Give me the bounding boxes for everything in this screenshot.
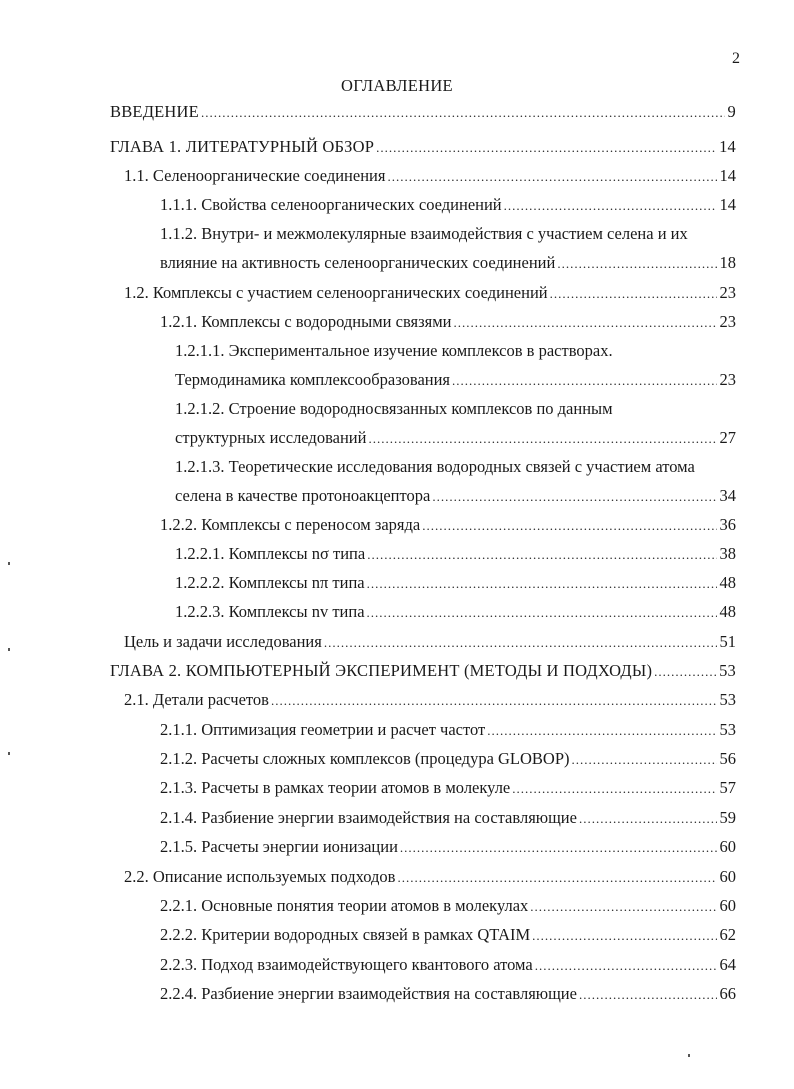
toc-entry-1-2-2-3	[175, 602, 736, 623]
leader-dots	[367, 545, 716, 565]
toc-entry-page: 23	[719, 312, 736, 331]
toc-entry-page: 27	[719, 428, 736, 447]
toc-entry-chapter-1	[110, 137, 736, 158]
toc-entry-page: 60	[719, 837, 736, 856]
toc-entry-1-2-1-3-line1	[175, 457, 695, 477]
leader-dots	[324, 633, 717, 653]
leader-dots	[579, 985, 717, 1005]
toc-entry-page: 48	[719, 573, 736, 592]
toc-entry-page: 57	[719, 778, 736, 797]
toc-entry-page: 59	[719, 808, 736, 827]
toc-entry-text: Цель и задачи исследования	[124, 632, 322, 651]
toc-entry-1-2-1-3-line2	[175, 486, 736, 507]
toc-entry-1-2	[124, 283, 736, 304]
toc-entry-text: 1.2.2.2. Комплексы nπ типа	[175, 573, 365, 592]
toc-entry-text: 1.1.1. Свойства селеноорганических соединений	[160, 195, 502, 214]
toc-entry-text: 1.2.1.2. Строение водородносвязанных комплексов по данным	[175, 399, 613, 418]
leader-dots	[579, 809, 717, 829]
leader-dots	[368, 429, 716, 449]
toc-entry-1-2-2-2	[175, 573, 736, 594]
leader-dots	[271, 691, 717, 711]
toc-entry-1-2-1-2-line2	[175, 428, 736, 449]
leader-dots	[432, 487, 716, 507]
toc-entry-1-2-1-1-line1	[175, 341, 613, 361]
toc-entry-2-2-3	[160, 955, 736, 976]
toc-entry-text: влияние на активность селеноорганических соединений	[160, 253, 556, 272]
toc-entry-1-1-1	[160, 195, 736, 216]
toc-entry-chapter-2	[110, 661, 736, 682]
toc-entry-page: 34	[719, 486, 736, 505]
leader-dots	[387, 167, 716, 187]
toc-entry-text: ГЛАВА 2. КОМПЬЮТЕРНЫЙ ЭКСПЕРИМЕНТ (МЕТОДЫ И ПОДХОДЫ)	[110, 661, 653, 680]
toc-entry-1-1-2-line2	[160, 253, 736, 274]
toc-title: ОГЛАВЛЕНИЕ	[341, 76, 453, 95]
toc-entry-2-1-2	[160, 749, 736, 770]
toc-entry-text: 2.1.3. Расчеты в рамках теории атомов в молекуле	[160, 778, 511, 797]
leader-dots	[512, 779, 716, 799]
toc-entry-text: 1.1. Селеноорганические соединения	[124, 166, 386, 185]
toc-entry-1-2-2	[160, 515, 736, 536]
leader-dots	[400, 838, 717, 858]
toc-entry-page: 62	[719, 925, 736, 944]
toc-entry-page: 14	[719, 137, 736, 156]
toc-entry-page: 60	[719, 867, 736, 886]
leader-dots	[367, 574, 717, 594]
scan-speck	[8, 752, 10, 755]
leader-dots	[397, 868, 716, 888]
toc-entry-text: 1.2.2.3. Комплексы nv типа	[175, 602, 365, 621]
toc-entry-1-2-1	[160, 312, 736, 333]
toc-entry-page: 38	[719, 544, 736, 563]
toc-entry-text: Термодинамика комплексообразования	[175, 370, 451, 389]
toc-entry-page: 23	[719, 283, 736, 302]
toc-entry-2-1-3	[160, 778, 736, 799]
toc-entry-text: 2.2.1. Основные понятия теории атомов в молекулах	[160, 896, 529, 915]
toc-entry-2-1-1	[160, 720, 736, 741]
toc-entry-page: 23	[719, 370, 736, 389]
leader-dots	[654, 662, 716, 682]
toc-entry-text: 2.2. Описание используемых подходов	[124, 867, 396, 886]
toc-entry-text: 2.2.4. Разбиение энергии взаимодействия на составляющие	[160, 984, 577, 1003]
toc-entry-2-2-2	[160, 925, 736, 946]
leader-dots	[535, 956, 717, 976]
toc-entry-page: 14	[719, 166, 736, 185]
scan-speck	[8, 562, 10, 565]
leader-dots	[376, 138, 716, 158]
leader-dots	[452, 371, 716, 391]
toc-entry-text: 2.1.4. Разбиение энергии взаимодействия на составляющие	[160, 808, 577, 827]
toc-entry-text: селена в качестве протоноакцептора	[175, 486, 431, 505]
toc-entry-2-2-1	[160, 896, 736, 917]
toc-entry-2-2-4	[160, 984, 736, 1005]
toc-entry-text: 1.1.2. Внутри- и межмолекулярные взаимодействия с участием селена и их	[160, 224, 688, 243]
toc-entry-text: 2.1. Детали расчетов	[124, 690, 269, 709]
leader-dots	[572, 750, 717, 770]
toc-entry-text: 1.2.1.1. Экспериментальное изучение комплексов в растворах.	[175, 341, 613, 360]
leader-dots	[422, 516, 716, 536]
toc-entry-2-2	[124, 867, 736, 888]
toc-entry-text: ГЛАВА 1. ЛИТЕРАТУРНЫЙ ОБЗОР	[110, 137, 375, 156]
toc-entry-2-1	[124, 690, 736, 711]
toc-entry-text: 2.2.2. Критерии водородных связей в рамках QTAIM	[160, 925, 531, 944]
toc-entry-page: 48	[719, 602, 736, 621]
toc-entry-text: 1.2.1. Комплексы с водородными связями	[160, 312, 452, 331]
toc-entry-goals	[124, 632, 736, 653]
toc-entry-page: 53	[719, 661, 736, 680]
scan-speck	[8, 648, 10, 651]
toc-entry-page: 56	[719, 749, 736, 768]
toc-entry-text: 1.2.1.3. Теоретические исследования водородных связей с участием атома	[175, 457, 695, 476]
toc-entry-1-2-2-1	[175, 544, 736, 565]
toc-entry-2-1-4	[160, 808, 736, 829]
leader-dots	[453, 313, 716, 333]
toc-entry-page: 51	[719, 632, 736, 651]
leader-dots	[530, 897, 716, 917]
leader-dots	[367, 603, 717, 623]
toc-entry-page: 53	[719, 720, 736, 739]
toc-entry-text: 1.2.2.1. Комплексы nσ типа	[175, 544, 366, 563]
toc-entry-text: 2.1.2. Расчеты сложных комплексов (процедура GLOBOP)	[160, 749, 570, 768]
toc-entry-2-1-5	[160, 837, 736, 858]
toc-entry-page: 18	[719, 253, 736, 272]
toc-entry-page: 66	[719, 984, 736, 1003]
leader-dots	[550, 284, 717, 304]
leader-dots	[201, 103, 725, 123]
toc-entry-1-1	[124, 166, 736, 187]
toc-entry-page: 64	[719, 955, 736, 974]
toc-entry-text: ВВЕДЕНИЕ	[110, 102, 199, 121]
toc-entry-text: структурных исследований	[175, 428, 367, 447]
toc-entry-text: 1.2.2. Комплексы с переносом заряда	[160, 515, 421, 534]
toc-entry-text: 1.2. Комплексы с участием селеноорганических соединений	[124, 283, 548, 302]
toc-entry-page: 60	[719, 896, 736, 915]
toc-entry-introduction	[110, 102, 736, 123]
toc-entry-page: 14	[719, 195, 736, 214]
toc-entry-1-1-2-line1	[160, 224, 688, 244]
leader-dots	[532, 926, 716, 946]
toc-entry-page: 36	[719, 515, 736, 534]
leader-dots	[557, 254, 716, 274]
scan-speck	[688, 1054, 690, 1057]
toc-entry-text: 2.2.3. Подход взаимодействующего квантового атома	[160, 955, 533, 974]
toc-entry-1-2-1-2-line1	[175, 399, 613, 419]
toc-entry-page: 9	[727, 102, 736, 121]
toc-entry-text: 2.1.1. Оптимизация геометрии и расчет частот	[160, 720, 486, 739]
leader-dots	[504, 196, 717, 216]
page-number: 2	[732, 50, 740, 67]
toc-entry-1-2-1-1-line2	[175, 370, 736, 391]
toc-entry-page: 53	[719, 690, 736, 709]
leader-dots	[487, 721, 716, 741]
toc-entry-text: 2.1.5. Расчеты энергии ионизации	[160, 837, 398, 856]
